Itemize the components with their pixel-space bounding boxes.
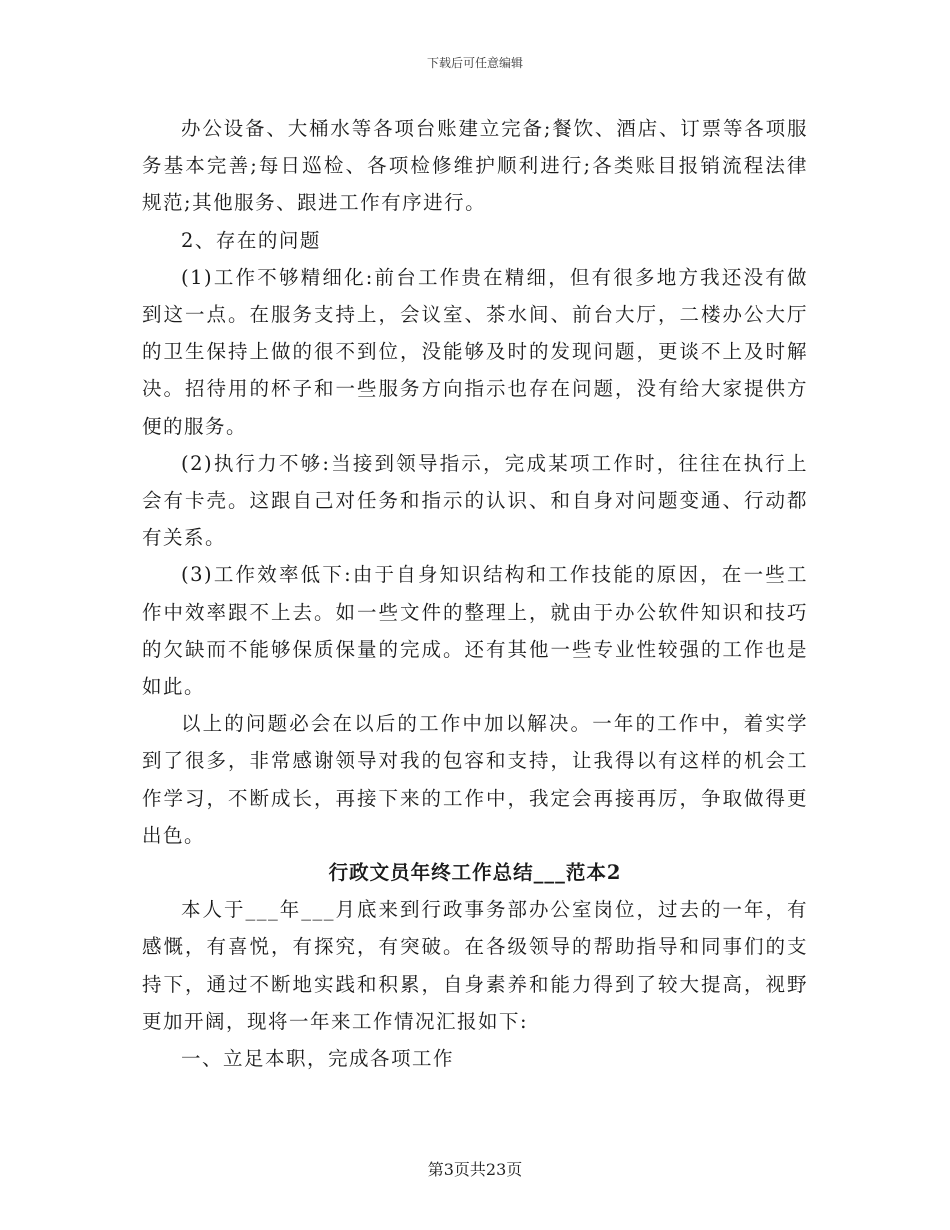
document-title: 行政文员年终工作总结___范本2: [328, 861, 622, 885]
paragraph-problem-2: (2)执行力不够:当接到领导指示，完成某项工作时，往往在执行上会有卡壳。这跟自己对任务和指示的认识、和自身对问题变通、行动都有关系。: [142, 451, 808, 550]
paragraph-admin-services: 办公设备、大桶水等各项台账建立完备;餐饮、酒店、订票等各项服务基本完善;每日巡检、各项检修维护顺利进行;各类账目报销流程法律规范;其他服务、跟进工作有序进行。: [142, 117, 808, 215]
paragraph-problem-1: (1)工作不够精细化:前台工作贵在精细，但有很多地方我还没有做到这一点。在服务支持上，会议室、茶水间、前台大厅，二楼办公大厅的卫生保持上做的很不到位，没能够及时的发现问题，更谈不上及时解决。招待用的杯子和一些服务方向指示也存在问题，没有给大家提供方便的服务。: [142, 265, 808, 438]
section-heading-problems: 2、存在的问题: [181, 228, 321, 252]
page-footer: 第3页共23页: [427, 1160, 523, 1179]
section-heading-duties: 一、立足本职，完成各项工作: [181, 1047, 455, 1071]
page-header: 下载后可任意编辑: [426, 56, 523, 70]
paragraph-conclusion: 以上的问题必会在以后的工作中加以解决。一年的工作中，着实学到了很多，非常感谢领导对我的包容和支持，让我得以有这样的机会工作学习，不断成长，再接下来的工作中，我定会再接再厉，争取做得更出色。: [142, 712, 808, 847]
paragraph-problem-3: (3)工作效率低下:由于自身知识结构和工作技能的原因，在一些工作中效率跟不上去。如一些文件的整理上，就由于办公软件知识和技巧的欠缺而不能够保质保量的完成。还有其他一些专业性较强的工作也是如此。: [142, 563, 808, 699]
paragraph-intro: 本人于___年___月底来到行政事务部办公室岗位，过去的一年，有感慨，有喜悦，有探究，有突破。在各级领导的帮助指导和同事们的支持下，通过不断地实践和积累，自身素养和能力得到了较大提高，视野更加开阔，现将一年来工作情况汇报如下:: [142, 898, 808, 1033]
document-body: [142, 110, 808, 1077]
